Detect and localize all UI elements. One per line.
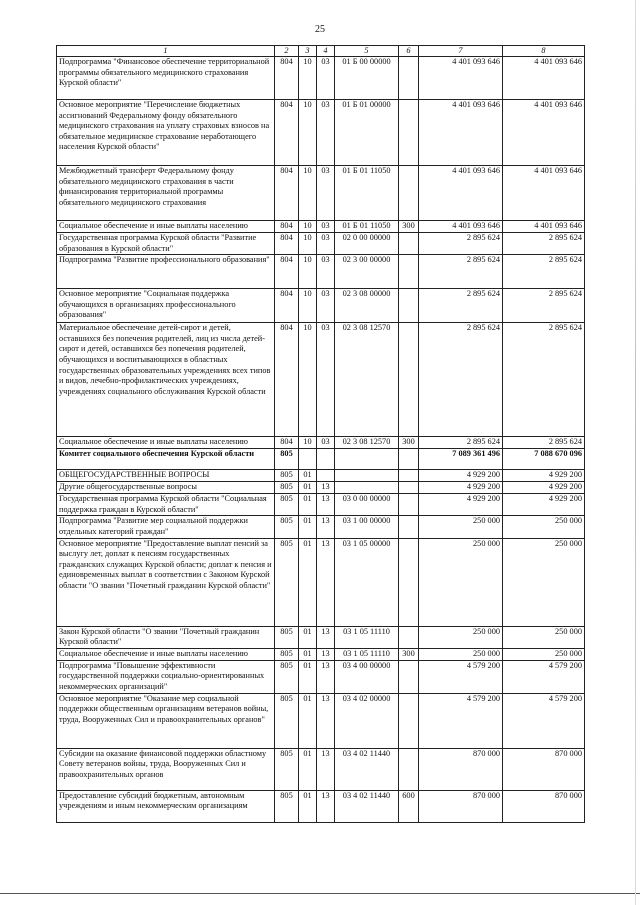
row-rz: 01 [299,748,317,790]
row-ved: 805 [275,482,299,494]
table-row [57,470,585,482]
row-sum-1: 4 401 093 646 [419,100,503,166]
row-pr: 03 [317,166,335,221]
row-csr: 03 4 02 11440 [335,790,399,822]
row-csr: 01 Б 01 11050 [335,221,399,233]
row-sum-1: 2 895 624 [419,255,503,289]
row-rz: 01 [299,693,317,748]
row-pr: 13 [317,660,335,693]
row-sum-1: 4 579 200 [419,693,503,748]
table-row [57,626,585,648]
row-sum-2: 250 000 [503,626,585,648]
row-csr: 01 Б 01 11050 [335,166,399,221]
row-sum-2: 2 895 624 [503,255,585,289]
row-sum-2: 4 401 093 646 [503,221,585,233]
table-row [57,494,585,516]
row-ved: 804 [275,221,299,233]
header-row [57,46,585,57]
row-vr [399,482,419,494]
row-pr: 03 [317,100,335,166]
row-sum-1: 870 000 [419,790,503,822]
row-name: Подпрограмма "Развитие профессионального образования" [57,255,275,289]
table-row [57,693,585,748]
row-sum-2: 870 000 [503,790,585,822]
row-name: Социальное обеспечение и иные выплаты населению [57,437,275,449]
row-pr: 13 [317,494,335,516]
row-pr: 03 [317,233,335,255]
row-sum-2: 4 579 200 [503,660,585,693]
row-pr: 03 [317,57,335,100]
row-rz: 01 [299,516,317,538]
row-sum-1: 2 895 624 [419,437,503,449]
row-csr [335,482,399,494]
table-row [57,233,585,255]
row-sum-2: 4 929 200 [503,494,585,516]
row-rz: 01 [299,660,317,693]
row-sum-1: 4 401 093 646 [419,166,503,221]
row-ved: 805 [275,626,299,648]
row-name: Субсидии на оказание финансовой поддержки областному Совету ветеранов войны, труда, Вооруженных Сил и правоохранительных органов [57,748,275,790]
row-csr: 01 Б 01 00000 [335,100,399,166]
row-pr [317,449,335,470]
table-row [57,289,585,323]
row-csr: 01 Б 00 00000 [335,57,399,100]
row-pr: 13 [317,538,335,626]
row-sum-1: 4 401 093 646 [419,57,503,100]
row-name: Материальное обеспечение детей-сирот и детей, оставшихся без попечения родителей, лиц из числа детей-сирот и детей, оставшихся без попечения родителей, обучающихся и воспитывающихся в областных государственных образовательных учреждениях всех типов и видов, лечебно-профилактических учреждениях, учреждениях социального обслуживания Курской области [57,323,275,437]
table-row [57,100,585,166]
header-col-5: 5 [335,46,399,57]
row-csr: 02 3 08 12570 [335,323,399,437]
row-ved: 804 [275,233,299,255]
scan-edge-line [0,893,640,894]
row-vr [399,323,419,437]
row-sum-2: 4 401 093 646 [503,166,585,221]
row-rz: 10 [299,437,317,449]
row-csr: 03 1 05 00000 [335,538,399,626]
row-pr: 03 [317,323,335,437]
row-sum-1: 250 000 [419,648,503,660]
row-ved: 804 [275,57,299,100]
row-rz: 10 [299,289,317,323]
row-vr [399,166,419,221]
table-row [57,660,585,693]
header-col-1: 1 [57,46,275,57]
row-ved: 805 [275,494,299,516]
budget-table [56,45,585,823]
row-vr [399,626,419,648]
header-col-3: 3 [299,46,317,57]
row-ved: 805 [275,648,299,660]
row-sum-2: 4 579 200 [503,693,585,748]
row-vr [399,255,419,289]
row-csr: 03 0 00 00000 [335,494,399,516]
row-vr: 300 [399,437,419,449]
row-name: Основное мероприятие "Предоставление выплат пенсий за выслугу лет, доплат к пенсиям государственных гражданских служащих Курской области; доплат к пенсия и единовременных выплат в соответствии с Законом Курской области "О звании "Почетный гражданин Курской области" [57,538,275,626]
row-ved: 805 [275,748,299,790]
row-sum-2: 250 000 [503,648,585,660]
row-rz: 10 [299,233,317,255]
row-sum-2: 250 000 [503,516,585,538]
row-pr [317,470,335,482]
scan-right-edge [635,0,636,905]
header-col-6: 6 [399,46,419,57]
row-rz: 01 [299,482,317,494]
row-ved: 805 [275,449,299,470]
row-vr [399,470,419,482]
row-ved: 804 [275,437,299,449]
row-name: Комитет социального обеспечения Курской области [57,449,275,470]
table-row [57,221,585,233]
row-sum-1: 250 000 [419,538,503,626]
row-name: Подпрограмма "Повышение эффективности государственной поддержки социально-ориентированных некоммерческих организаций" [57,660,275,693]
row-sum-1: 250 000 [419,516,503,538]
row-sum-2: 2 895 624 [503,323,585,437]
row-ved: 805 [275,538,299,626]
row-csr: 03 1 05 11110 [335,648,399,660]
row-csr: 02 3 08 12570 [335,437,399,449]
row-name: Социальное обеспечение и иные выплаты населению [57,221,275,233]
row-rz: 10 [299,100,317,166]
row-ved: 805 [275,470,299,482]
row-sum-2: 870 000 [503,748,585,790]
row-sum-1: 2 895 624 [419,323,503,437]
row-rz: 01 [299,538,317,626]
row-pr: 03 [317,255,335,289]
row-vr [399,693,419,748]
row-sum-2: 4 929 200 [503,470,585,482]
row-sum-2: 7 088 670 096 [503,449,585,470]
row-name: Основное мероприятие "Перечисление бюджетных ассигнований Федеральному фонду обязательного медицинского страхования на уплату страховых взносов на обязательное медицинское страхование неработающего населения Курской области" [57,100,275,166]
table-row [57,748,585,790]
row-name: Подпрограмма "Финансовое обеспечение территориальной программы обязательного медицинского страхования Курской области" [57,57,275,100]
row-sum-1: 250 000 [419,626,503,648]
row-sum-2: 2 895 624 [503,437,585,449]
row-ved: 805 [275,516,299,538]
row-pr: 03 [317,221,335,233]
row-rz: 10 [299,255,317,289]
table-row [57,255,585,289]
row-vr [399,449,419,470]
row-vr [399,516,419,538]
row-name: Государственная программа Курской области "Развитие образования в Курской области" [57,233,275,255]
row-sum-2: 4 401 093 646 [503,100,585,166]
row-ved: 804 [275,323,299,437]
row-ved: 805 [275,790,299,822]
table-row [57,538,585,626]
row-pr: 13 [317,482,335,494]
row-csr [335,449,399,470]
row-sum-2: 4 401 093 646 [503,57,585,100]
row-sum-1: 2 895 624 [419,289,503,323]
row-sum-2: 250 000 [503,538,585,626]
row-csr: 03 4 02 11440 [335,748,399,790]
row-rz: 10 [299,221,317,233]
row-vr [399,289,419,323]
table-row [57,648,585,660]
row-csr [335,470,399,482]
row-sum-1: 7 089 361 496 [419,449,503,470]
row-sum-1: 4 401 093 646 [419,221,503,233]
row-csr: 03 4 02 00000 [335,693,399,748]
table-row [57,437,585,449]
table-row [57,323,585,437]
row-vr [399,538,419,626]
row-sum-2: 2 895 624 [503,233,585,255]
row-vr [399,57,419,100]
row-name: Подпрограмма "Развитие мер социальной поддержки отдельных категорий граждан" [57,516,275,538]
row-name: Основное мероприятие "Оказание мер социальной поддержки общественным организациям ветеранов войны, труда, Вооруженных Сил и правоохранительных органов" [57,693,275,748]
row-sum-1: 2 895 624 [419,233,503,255]
table-row [57,790,585,822]
row-rz: 10 [299,166,317,221]
table-row [57,57,585,100]
row-name: Предоставление субсидий бюджетным, автономным учреждениям и иным некоммерческим организациям [57,790,275,822]
header-col-7: 7 [419,46,503,57]
row-rz: 01 [299,494,317,516]
row-sum-1: 4 929 200 [419,470,503,482]
row-pr: 13 [317,626,335,648]
row-vr [399,100,419,166]
row-rz: 01 [299,626,317,648]
row-name: ОБЩЕГОСУДАРСТВЕННЫЕ ВОПРОСЫ [57,470,275,482]
row-pr: 13 [317,748,335,790]
table-row [57,166,585,221]
row-csr: 02 3 08 00000 [335,289,399,323]
row-name: Социальное обеспечение и иные выплаты населению [57,648,275,660]
row-pr: 03 [317,437,335,449]
row-name: Закон Курской области "О звании "Почетный гражданин Курской области" [57,626,275,648]
row-sum-1: 4 929 200 [419,482,503,494]
header-col-8: 8 [503,46,585,57]
row-rz [299,449,317,470]
row-vr: 600 [399,790,419,822]
row-vr: 300 [399,648,419,660]
row-vr [399,494,419,516]
row-csr: 02 0 00 00000 [335,233,399,255]
table-row [57,482,585,494]
header-col-2: 2 [275,46,299,57]
row-pr: 13 [317,790,335,822]
row-sum-1: 4 579 200 [419,660,503,693]
row-rz: 01 [299,470,317,482]
row-sum-2: 4 929 200 [503,482,585,494]
row-rz: 10 [299,323,317,437]
row-sum-1: 4 929 200 [419,494,503,516]
row-vr [399,660,419,693]
row-ved: 804 [275,289,299,323]
row-vr [399,748,419,790]
row-rz: 10 [299,57,317,100]
row-pr: 03 [317,289,335,323]
row-vr: 300 [399,221,419,233]
table-row [57,516,585,538]
row-ved: 804 [275,166,299,221]
row-name: Государственная программа Курской области "Социальная поддержка граждан в Курской области" [57,494,275,516]
row-ved: 805 [275,693,299,748]
row-name: Межбюджетный трансферт Федеральному фонду обязательного медицинского страхования в части финансирования территориальной программы обязательного медицинского страхования [57,166,275,221]
row-rz: 01 [299,648,317,660]
header-col-4: 4 [317,46,335,57]
table-row [57,449,585,470]
row-ved: 805 [275,660,299,693]
row-pr: 13 [317,516,335,538]
row-pr: 13 [317,693,335,748]
row-csr: 02 3 00 00000 [335,255,399,289]
row-csr: 03 1 05 11110 [335,626,399,648]
row-name: Основное мероприятие "Социальная поддержка обучающихся в организациях профессионального образования" [57,289,275,323]
row-ved: 804 [275,100,299,166]
row-name: Другие общегосударственные вопросы [57,482,275,494]
row-csr: 03 1 00 00000 [335,516,399,538]
row-ved: 804 [275,255,299,289]
row-pr: 13 [317,648,335,660]
page-number: 25 [315,24,325,35]
row-vr [399,233,419,255]
row-sum-2: 2 895 624 [503,289,585,323]
row-rz: 01 [299,790,317,822]
row-sum-1: 870 000 [419,748,503,790]
row-csr: 03 4 00 00000 [335,660,399,693]
